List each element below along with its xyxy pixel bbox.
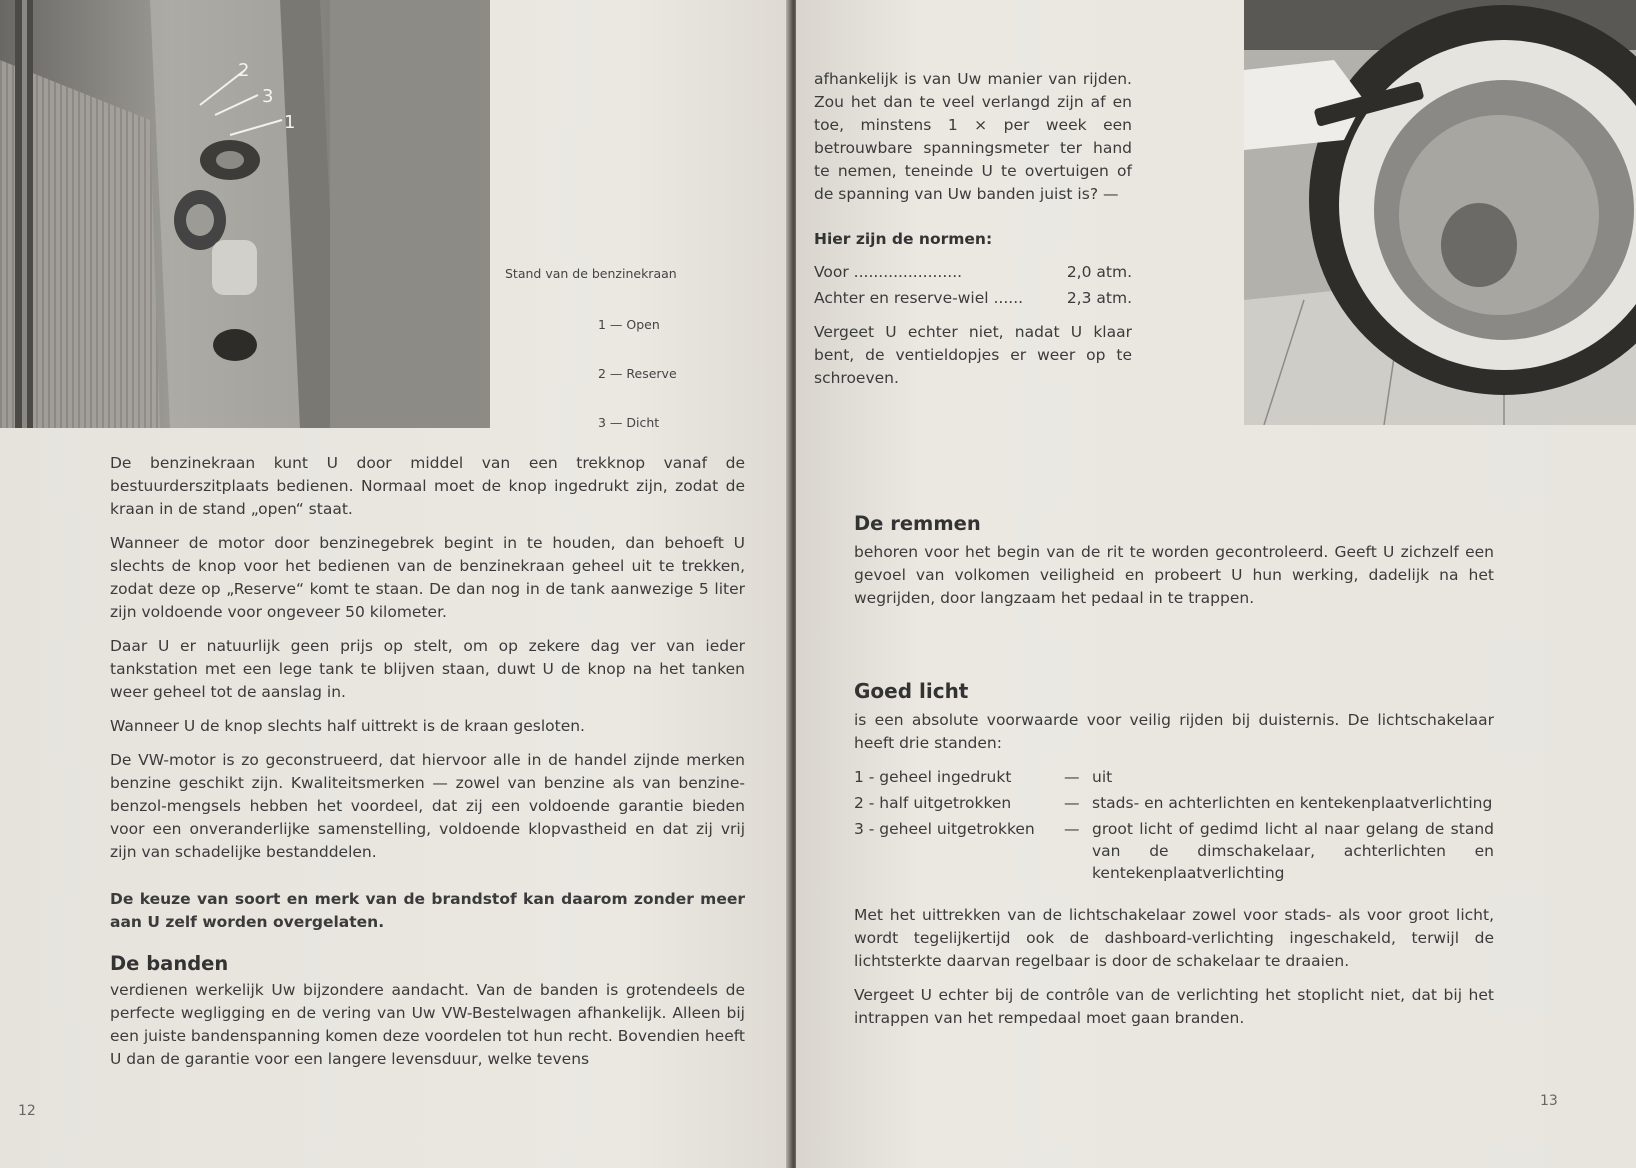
fuel-choice-note: De keuze van soort en merk van de brandstof kan daarom zonder meer aan U zelf worden overgelaten. [110,890,745,931]
switch-position-label: 3 - geheel uitgetrokken [854,820,1035,838]
right-body-text [854,512,1494,1041]
caption-item-dicht: 3 — Dicht [598,415,660,430]
page-number-left: 12 [18,1103,36,1119]
normen-heading: Hier zijn de normen: [814,230,993,248]
dash: — [1064,768,1080,786]
label-3: 3 [262,86,274,107]
norm-value: 2,3 atm. [1066,289,1132,307]
remmen-text: behoren voor het begin van de rit te worden gecontroleerd. Geeft U zichzelf een gevoel van volkomen veiligheid en probeert U hun werking, dadelijk na het wegrijden, door langzaam het pedaal in te trappen. [854,543,1494,607]
caption-item-reserve: 2 — Reserve [598,366,677,381]
caption-title: Stand van de benzinekraan [505,266,677,281]
ventiel-text: Vergeet U echter niet, nadat U klaar bent, de ventieldopjes er weer op te schroeven. [814,323,1132,387]
right-page [796,0,1636,1168]
switch-position-2 [854,792,1494,814]
switch-position-label: 2 - half uitgetrokken [854,794,1012,812]
licht-para-1: Met het uittrekken van de lichtschakelaar zowel voor stads- als voor groot licht, wordt tegelijkertijd ook de dashboard-verlichting ingeschakeld, terwijl de lichtsterkte daarvan regelbaar is door de schakelaar te draaien. [854,906,1494,970]
switch-position-label: 1 - geheel ingedrukt [854,768,1012,786]
norm-row-voor [814,259,1132,285]
banden-text: verdienen werkelijk Uw bijzondere aandacht. Van de banden is grotendeels de perfecte wegligging en de vering van Uw VW-Bestelwagen afhankelijk. Alleen bij een juiste bandenspanning komen deze voordelen tot hun recht. Bovendien heeft U dan de garantie voor een langere levensduur, welke tevens [110,981,745,1068]
norm-value: 2,0 atm. [1066,263,1132,281]
paragraph: De VW-motor is zo geconstrueerd, dat hiervoor alle in de handel zijnde merken benzine geschikt zijn. Kwaliteitsmerken — zowel van benzine als van benzine-benzol-mengsels hebben het voordeel, dat zij een voldoende garantie bieden voor een onveranderlijke samenstelling, voldoende klopvastheid en dat zij vrij zijn van schadelijke bestanddelen. [110,751,745,861]
switch-position-desc: stads- en achterlichten en kentekenplaatverlichting [1092,794,1493,812]
licht-para-2: Vergeet U echter bij de contrôle van de verlichting het stoplicht niet, dat bij het intrappen van het rempedaal moet gaan branden. [854,986,1494,1027]
licht-intro: is een absolute voorwaarde voor veilig rijden bij duisternis. De lichtschakelaar heeft drie standen: [854,711,1494,752]
switch-position-1 [854,766,1494,788]
remmen-heading: De remmen [854,512,981,535]
switch-position-3 [854,818,1494,884]
left-page [0,0,790,1168]
left-body-text [110,452,745,1082]
dash: — [1064,820,1080,838]
paragraph: Daar U er natuurlijk geen prijs op stelt, om op zekere dag ver van ieder tankstation met een lege tank te blijven staan, duwt U de knop na het tanken weer geheel tot de aanslag in. [110,637,745,701]
label-2: 2 [238,60,250,81]
licht-heading: Goed licht [854,679,969,703]
norm-label: Achter en reserve-wiel ...... [814,289,1024,307]
paragraph: De benzinekraan kunt U door middel van een trekknop vanaf de bestuurderszitplaats bedienen. Normaal moet de knop ingedrukt zijn, zodat de kraan in de stand „open“ staat. [110,454,745,518]
fuel-tap-photo [0,0,490,428]
norm-row-achter [814,285,1132,311]
paragraph: Wanneer de motor door benzinegebrek begint in te houden, dan behoeft U slechts de knop voor het bedienen van de benzinekraan geheel uit te trekken, zodat deze op „Reserve“ komt te staan. De dan nog in de tank aanwezige 5 liter zijn voldoende voor ongeveer 50 kilometer. [110,534,745,621]
right-intro-block [814,68,1132,401]
banden-heading: De banden [110,952,229,975]
intro-text: afhankelijk is van Uw manier van rijden. Zou het dan te veel verlangd zijn af en toe, minstens 1 × per week een betrouwbare spanningsmeter ter hand te nemen, teneinde U te overtuigen of de spanning van Uw banden juist is? — [814,70,1132,203]
dash: — [1064,794,1080,812]
page-number-right: 13 [1540,1093,1558,1109]
caption-item-open: 1 — Open [598,317,660,332]
switch-position-desc: uit [1092,768,1113,786]
label-1: 1 [284,112,296,133]
tyre-pressure-photo [1244,0,1636,425]
fuel-tap-caption [505,266,705,430]
switch-position-desc: groot licht of gedimd licht al naar gelang de stand van de dimschakelaar, achterlichten en kentekenplaatverlichting [1092,820,1494,882]
norm-label: Voor ...................... [814,263,963,281]
paragraph: Wanneer U de knop slechts half uittrekt is de kraan gesloten. [110,717,585,735]
